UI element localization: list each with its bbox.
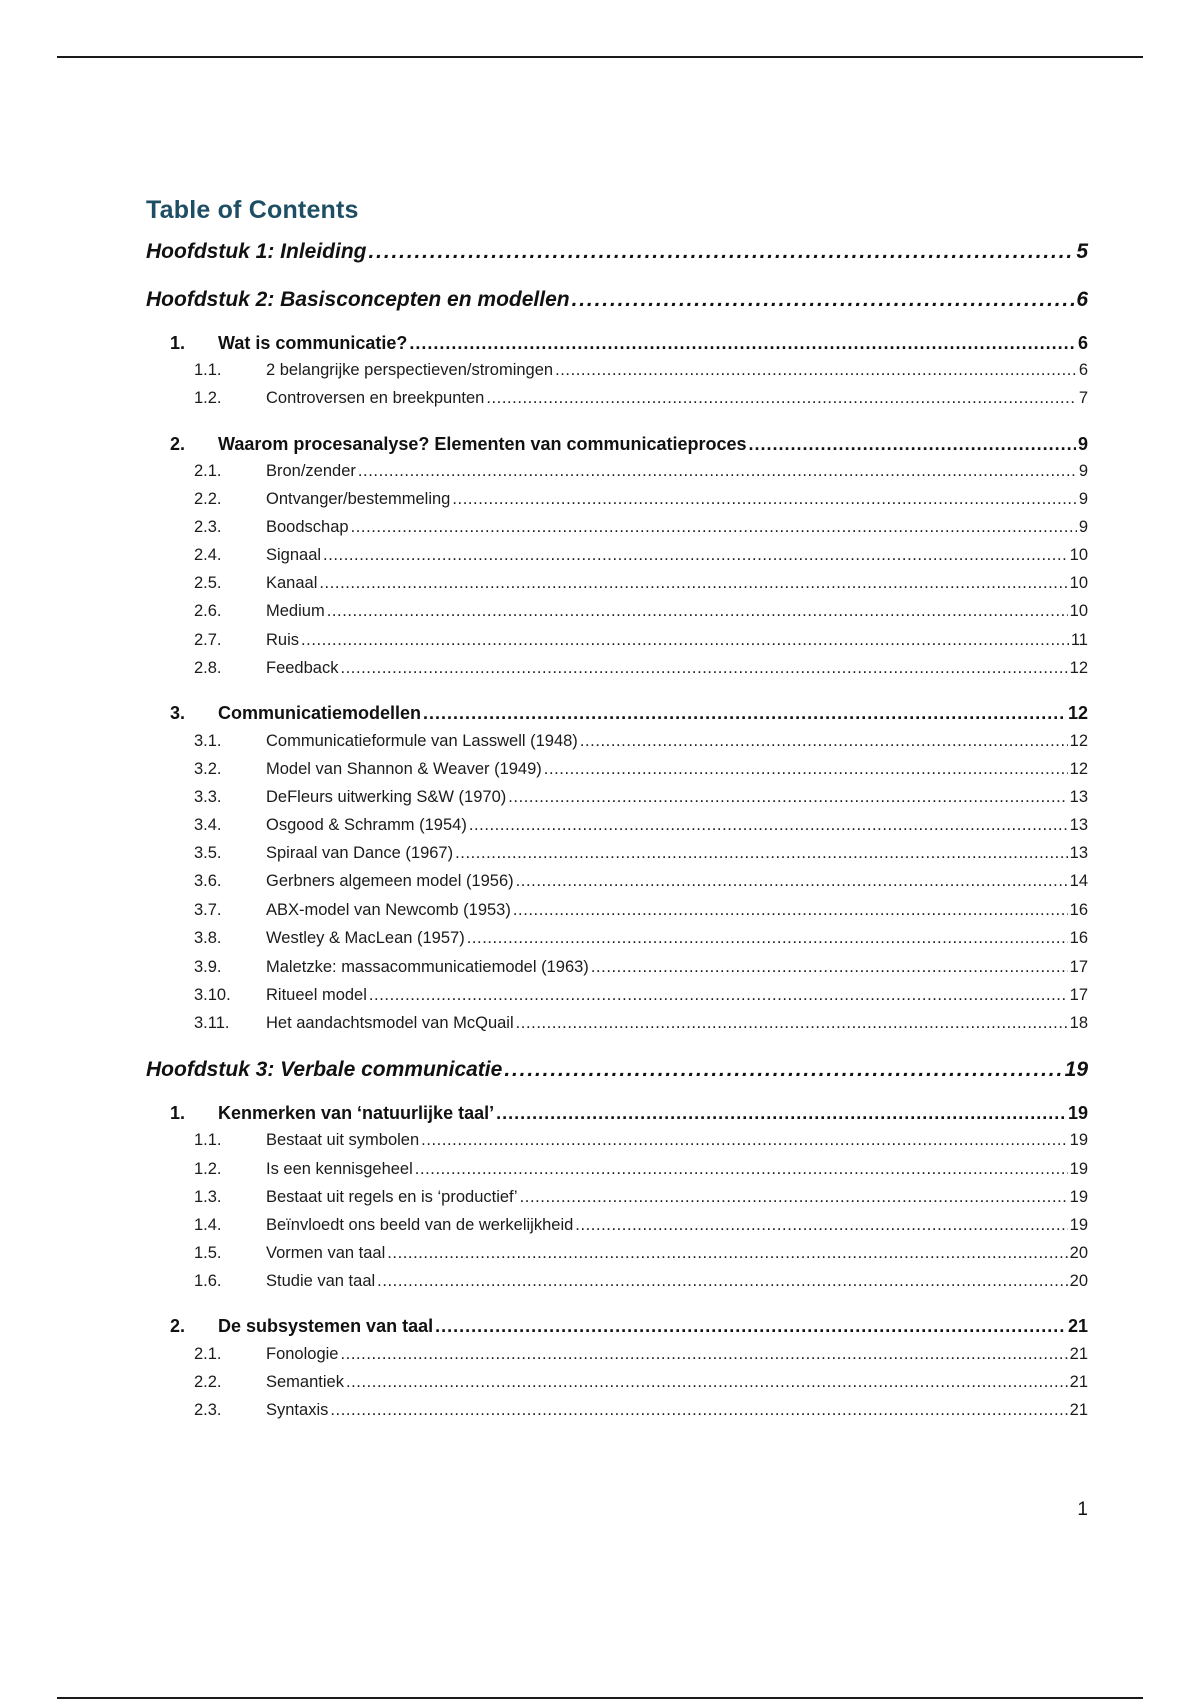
toc-entry-page: 21 — [1067, 1316, 1088, 1336]
toc-entry-label: 2 belangrijke perspectieven/stromingen — [266, 361, 554, 379]
toc-entry-page: 10 — [1069, 574, 1088, 592]
header-rule — [57, 56, 1143, 58]
toc-entry[interactable] — [146, 788, 1088, 807]
toc-entry-number: 2.3. — [194, 518, 222, 536]
toc-entry-page: 19 — [1064, 1058, 1088, 1081]
toc-entry-page: 21 — [1069, 1401, 1088, 1419]
toc-entry-label: Bestaat uit regels en is ‘productief’ — [266, 1188, 518, 1206]
toc-entry-page: 9 — [1078, 490, 1088, 508]
dot-leader — [323, 546, 1068, 565]
toc-entry-number: 1.4. — [194, 1216, 222, 1234]
toc-entry-number: 1.2. — [194, 389, 222, 407]
toc-entry-page: 12 — [1067, 703, 1088, 723]
dot-leader — [319, 574, 1067, 593]
toc-entry-label: Westley & MacLean (1957) — [266, 929, 465, 947]
dot-leader — [377, 1272, 1067, 1291]
toc-entry-number: 3.5. — [194, 844, 222, 862]
toc-entry-label: Feedback — [266, 659, 339, 677]
toc-entry-label: Maletzke: massacommunicatiemodel (1963) — [266, 958, 589, 976]
dot-leader — [575, 1216, 1067, 1235]
toc-entry-number: 3.1. — [194, 732, 222, 750]
dot-leader — [369, 986, 1068, 1005]
toc-entry-label: Ontvanger/bestemmeling — [266, 490, 451, 508]
toc-entry-label: Communicatiemodellen — [218, 703, 422, 723]
toc-entry-label: Kenmerken van ‘natuurlijke taal’ — [218, 1103, 495, 1123]
dot-leader — [358, 462, 1077, 481]
toc-entry[interactable] — [146, 546, 1088, 565]
toc-entry-number: 2.8. — [194, 659, 222, 677]
toc-entry-label: Hoofdstuk 2: Basisconcepten en modellen — [146, 288, 570, 311]
toc-entry-label: DeFleurs uitwerking S&W (1970) — [266, 788, 507, 806]
dot-leader — [327, 602, 1068, 621]
dot-leader — [496, 1103, 1066, 1124]
toc-entry[interactable] — [146, 1345, 1088, 1364]
dot-leader — [508, 788, 1067, 807]
toc-entry[interactable] — [146, 1216, 1088, 1235]
toc-entry-page: 21 — [1069, 1373, 1088, 1391]
toc-entry[interactable] — [146, 1272, 1088, 1291]
dot-leader — [301, 631, 1069, 650]
toc-entry-page: 19 — [1069, 1131, 1088, 1149]
toc-entry[interactable] — [146, 389, 1088, 408]
dot-leader — [421, 1131, 1067, 1150]
toc-entry-number: 3.8. — [194, 929, 222, 947]
toc-entry-label: Vormen van taal — [266, 1244, 386, 1262]
toc-entry-number: 1. — [170, 1103, 186, 1123]
dot-leader — [346, 1373, 1068, 1392]
toc-entry-page: 6 — [1078, 361, 1088, 379]
toc-entry[interactable] — [146, 872, 1088, 891]
toc-entry-page: 17 — [1069, 986, 1088, 1004]
toc-entry-number: 2.1. — [194, 462, 222, 480]
toc-entry[interactable] — [146, 1373, 1088, 1392]
toc-title: Table of Contents — [146, 196, 359, 224]
dot-leader — [520, 1188, 1068, 1207]
toc-entry-page: 16 — [1069, 929, 1088, 947]
toc-entry-number: 1.5. — [194, 1244, 222, 1262]
toc-entry-page: 19 — [1069, 1216, 1088, 1234]
toc-entry-number: 2.6. — [194, 602, 222, 620]
toc-entry-page: 7 — [1078, 389, 1088, 407]
toc-entry[interactable] — [146, 1316, 1088, 1337]
toc-entry-page: 9 — [1077, 434, 1088, 454]
dot-leader — [369, 240, 1075, 264]
toc-entry[interactable] — [146, 462, 1088, 481]
toc-entry[interactable] — [146, 986, 1088, 1005]
dot-leader — [351, 518, 1077, 537]
dot-leader — [423, 703, 1066, 724]
toc-entry[interactable] — [146, 361, 1088, 380]
toc-entry[interactable] — [146, 816, 1088, 835]
toc-entry[interactable] — [146, 901, 1088, 920]
dot-leader — [415, 1160, 1068, 1179]
toc-entry-number: 2. — [170, 434, 186, 454]
toc-entry-label: Fonologie — [266, 1345, 339, 1363]
toc-entry[interactable] — [146, 490, 1088, 509]
dot-leader — [572, 288, 1075, 312]
toc-entry-number: 3.9. — [194, 958, 222, 976]
toc-entry-number: 3.10. — [194, 986, 231, 1004]
toc-entry-page: 6 — [1076, 288, 1088, 311]
toc-entry-label: ABX-model van Newcomb (1953) — [266, 901, 511, 919]
toc-entry-number: 3.4. — [194, 816, 222, 834]
toc-entry-page: 16 — [1069, 901, 1088, 919]
toc-entry-label: Studie van taal — [266, 1272, 376, 1290]
toc-entry[interactable] — [146, 929, 1088, 948]
toc-entry[interactable] — [146, 1188, 1088, 1207]
toc-entry[interactable] — [146, 1014, 1088, 1033]
toc-entry[interactable] — [146, 1103, 1088, 1124]
toc-entry-number: 3. — [170, 703, 186, 723]
toc-entry-page: 9 — [1078, 462, 1088, 480]
dot-leader — [409, 333, 1076, 354]
dot-leader — [455, 844, 1068, 863]
dot-leader — [749, 434, 1076, 455]
toc-entry-page: 19 — [1069, 1188, 1088, 1206]
toc-entry-label: Signaal — [266, 546, 322, 564]
toc-entry-page: 10 — [1069, 602, 1088, 620]
toc-entry-number: 3.6. — [194, 872, 222, 890]
toc-entry-page: 14 — [1069, 872, 1088, 890]
toc-entry-number: 2.2. — [194, 490, 222, 508]
toc-entry[interactable] — [146, 760, 1088, 779]
dot-leader — [516, 1014, 1068, 1033]
toc-entry[interactable] — [146, 1131, 1088, 1150]
toc-entry[interactable] — [146, 958, 1088, 977]
dot-leader — [504, 1058, 1062, 1082]
toc-entry-label: Boodschap — [266, 518, 349, 536]
toc-entry-label: Hoofdstuk 3: Verbale communicatie — [146, 1058, 503, 1081]
dot-leader — [467, 929, 1068, 948]
toc-entry-page: 12 — [1069, 760, 1088, 778]
dot-leader — [513, 901, 1068, 920]
toc-entry-number: 3.3. — [194, 788, 222, 806]
toc-entry-page: 13 — [1069, 788, 1088, 806]
toc-entry-label: Kanaal — [266, 574, 318, 592]
toc-entry-label: Gerbners algemeen model (1956) — [266, 872, 514, 890]
toc-entry-page: 20 — [1069, 1244, 1088, 1262]
toc-entry[interactable] — [146, 1244, 1088, 1263]
toc-entry-number: 2.3. — [194, 1401, 222, 1419]
dot-leader — [469, 816, 1068, 835]
toc-entry-number: 2.2. — [194, 1373, 222, 1391]
toc-entry-page: 11 — [1070, 631, 1088, 649]
toc-entry-label: Hoofdstuk 1: Inleiding — [146, 240, 367, 263]
toc-entry-label: Het aandachtsmodel van McQuail — [266, 1014, 514, 1032]
toc-entry[interactable] — [146, 602, 1088, 621]
footer-rule — [57, 1697, 1143, 1699]
dot-leader — [544, 760, 1068, 779]
toc-entry-page: 10 — [1069, 546, 1088, 564]
toc-entry-number: 1. — [170, 333, 186, 353]
toc-entry[interactable] — [146, 659, 1088, 678]
dot-leader — [452, 490, 1076, 509]
toc-entry-number: 1.2. — [194, 1160, 222, 1178]
toc-entry-label: Medium — [266, 602, 325, 620]
toc-entry-number: 1.6. — [194, 1272, 222, 1290]
toc-entry-number: 1.1. — [194, 1131, 222, 1149]
toc-entry[interactable] — [146, 574, 1088, 593]
toc-entry-page: 20 — [1069, 1272, 1088, 1290]
toc-entry-label: Bron/zender — [266, 462, 356, 480]
toc-entry-label: Model van Shannon & Weaver (1949) — [266, 760, 542, 778]
toc-entry[interactable] — [146, 703, 1088, 724]
toc-entry[interactable] — [146, 1058, 1088, 1082]
toc-entry-number: 2. — [170, 1316, 186, 1336]
dot-leader — [591, 958, 1068, 977]
toc-entry-number: 2.1. — [194, 1345, 222, 1363]
toc-entry-page: 13 — [1069, 816, 1088, 834]
toc-entry[interactable] — [146, 1160, 1088, 1179]
toc-entry-label: Osgood & Schramm (1954) — [266, 816, 467, 834]
toc-entry-label: Bestaat uit symbolen — [266, 1131, 420, 1149]
toc-entry-label: Ruis — [266, 631, 300, 649]
toc-entry-page: 21 — [1069, 1345, 1088, 1363]
toc-entry-page: 19 — [1069, 1160, 1088, 1178]
toc-entry[interactable] — [146, 844, 1088, 863]
toc-entry-number: 3.7. — [194, 901, 222, 919]
toc-entry-page: 12 — [1069, 732, 1088, 750]
dot-leader — [555, 361, 1077, 380]
toc-entry-page: 9 — [1078, 518, 1088, 536]
dot-leader — [340, 659, 1067, 678]
toc-entry[interactable] — [146, 333, 1088, 354]
toc-entry-label: Semantiek — [266, 1373, 344, 1391]
dot-leader — [435, 1316, 1066, 1337]
dot-leader — [486, 389, 1077, 408]
toc-entry[interactable] — [146, 288, 1088, 312]
toc-entry[interactable] — [146, 240, 1088, 264]
toc-entry-number: 3.2. — [194, 760, 222, 778]
toc-entry-number: 2.4. — [194, 546, 222, 564]
toc-entry[interactable] — [146, 631, 1088, 650]
toc-entry[interactable] — [146, 434, 1088, 455]
toc-entry[interactable] — [146, 518, 1088, 537]
toc-entry-label: De subsystemen van taal — [218, 1316, 434, 1336]
toc-entry-number: 2.7. — [194, 631, 222, 649]
toc-entry-page: 12 — [1069, 659, 1088, 677]
toc-entry-number: 1.3. — [194, 1188, 222, 1206]
toc-entry-page: 5 — [1076, 240, 1088, 263]
toc-entry-page: 6 — [1077, 333, 1088, 353]
toc-entry-label: Ritueel model — [266, 986, 367, 1004]
toc-entry-label: Is een kennisgeheel — [266, 1160, 413, 1178]
toc-entry-number: 3.11. — [194, 1014, 230, 1032]
toc-entry-label: Spiraal van Dance (1967) — [266, 844, 454, 862]
dot-leader — [330, 1401, 1067, 1420]
toc-entry-page: 13 — [1069, 844, 1088, 862]
toc-entry-label: Controversen en breekpunten — [266, 389, 485, 407]
toc-entry-label: Communicatieformule van Lasswell (1948) — [266, 732, 578, 750]
toc-entry-page: 17 — [1069, 958, 1088, 976]
dot-leader — [516, 872, 1068, 891]
toc-entry[interactable] — [146, 732, 1088, 751]
toc-entry-number: 2.5. — [194, 574, 222, 592]
toc-entry-page: 18 — [1069, 1014, 1088, 1032]
toc-entry-label: Wat is communicatie? — [218, 333, 408, 353]
toc-entry-label: Waarom procesanalyse? Elementen van communicatieproces — [218, 434, 747, 454]
dot-leader — [387, 1244, 1067, 1263]
toc-entry-label: Syntaxis — [266, 1401, 329, 1419]
toc-entry[interactable] — [146, 1401, 1088, 1420]
toc-entry-number: 1.1. — [194, 361, 222, 379]
dot-leader — [340, 1345, 1067, 1364]
toc-entry-page: 19 — [1067, 1103, 1088, 1123]
dot-leader — [580, 732, 1068, 751]
page-number: 1 — [1077, 1499, 1088, 1520]
toc-entry-label: Beïnvloedt ons beeld van de werkelijkheid — [266, 1216, 574, 1234]
